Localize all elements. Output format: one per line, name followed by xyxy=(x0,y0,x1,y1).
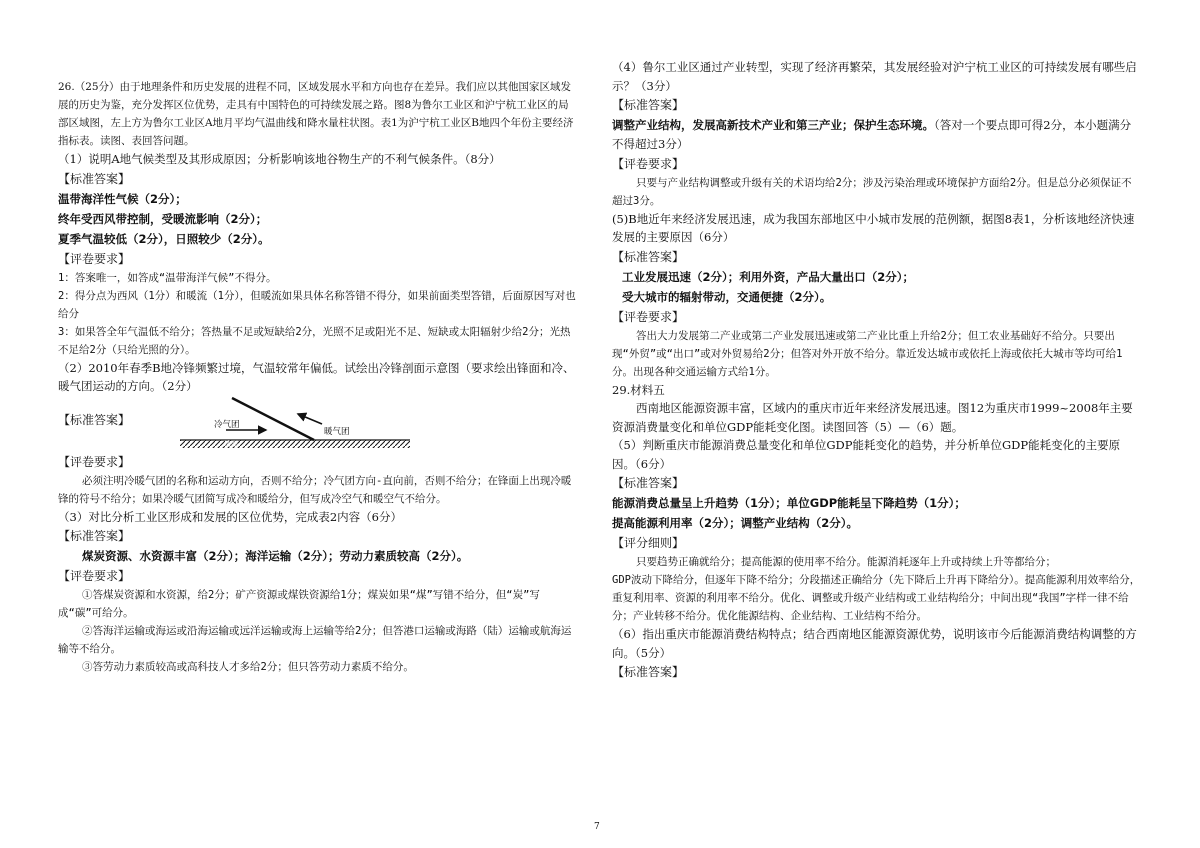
grading-1-item-1: 1：答案唯一，如答成“温带海洋气候”不得分。 xyxy=(58,271,277,284)
grading-3-item-2: ②答海洋运输或海运或沿海运输或远洋运输或海上运输等给2分；但答港口运输或海路（陆）运输或航海运输等不给分。 xyxy=(58,625,572,655)
grading-4-text: 只要与产业结构调整或升级有关的术语均给2分；涉及污染治理或环境保护方面给2分。但是总分必须保证不超过3分。 xyxy=(612,176,1132,207)
question-2: （2）2010年春季B地冷锋频繁过境，气温较常年偏低。试绘出冷锋剖面示意图（要求绘出锋面和冷、暖气团运动的方向。（2分） xyxy=(58,360,575,393)
grading-label: 【评卷要求】 xyxy=(612,309,685,324)
answer-1-line-2: 终年受西风带控制，受暖流影响（2分）； xyxy=(58,211,268,226)
grading-5b-item-2: GDP波动下降给分，但逐年下降不给分；分段描述正确给分（先下降后上升再下降给分）。提高能源利用效率给分，重复利用率、资源的利用率不给分。优化、调整或升级产业结构或工业结构给分；中间出现“我国”字样一律不给分；产业转移不给分。优化能源结构、企业结构、工业结构不给分。 xyxy=(612,574,1141,622)
standard-answer-label: 【标准答案】 xyxy=(612,476,685,490)
question-29-heading: 29.材料五 xyxy=(612,382,665,397)
standard-answer-label: 【标准答案】 xyxy=(612,98,685,112)
ground-hatch xyxy=(180,440,410,448)
standard-answer-label: 【标准答案】 xyxy=(58,412,131,427)
grading-5b-item-1: 只要趋势正确就给分；提高能源的使用率不给分。能源消耗逐年上升或持续上升等都给分； xyxy=(636,556,1056,568)
question-5b: （5）判断重庆市能源消费总量变化和单位GDP能耗变化的趋势，并分析单位GDP能耗变化的主要原因。（6分） xyxy=(612,438,1121,471)
grading-label: 【评卷要求】 xyxy=(612,156,685,171)
grading-label: 【评卷要求】 xyxy=(58,569,131,583)
question-5a: (5)B地近年来经济发展迅速，成为我国东部地区中小城市发展的范例额，据图8表1，分析该地经济快速发展的主要原因（6分） xyxy=(612,211,1135,244)
grading-2-text: 必须注明冷暖气团的名称和运动方向，否则不给分；冷气团方向-直向前，否则不给分；在锋面上出现冷暖锋的符号不给分；如果冷暖气团简写成冷和暖给分，但写成冷空气和暖空气不给分。 xyxy=(58,474,572,505)
answer-1-line-1: 温带海洋性气候（2分）； xyxy=(58,191,187,206)
question-4: （4）鲁尔工业区通过产业转型，实现了经济再繁荣，其发展经验对沪宁杭工业区的可持续发展有哪些启示？（3分） xyxy=(612,60,1137,93)
warm-air-arrow xyxy=(298,414,322,424)
answer-5b-line-2: 提高能源利用率（2分）；调整产业结构（2分）。 xyxy=(612,516,859,530)
answer-5b-line-1: 能源消费总量呈上升趋势（1分）；单位GDP能耗呈下降趋势（1分）； xyxy=(612,496,966,510)
cold-air-label: 冷气团 xyxy=(214,419,240,430)
front-surface xyxy=(232,398,314,440)
right-column xyxy=(612,58,1142,682)
grading-3-item-1: ①答煤炭资源和水资源，给2分；矿产资源或煤铁资源给1分；煤炭如果“煤”写错不给分，但“炭”写成“碳”可给分。 xyxy=(58,589,540,619)
standard-answer-label: 【标准答案】 xyxy=(612,665,685,679)
grading-label: 【评卷要求】 xyxy=(58,251,131,266)
standard-answer-label: 【标准答案】 xyxy=(58,529,131,543)
cold-front-answer-row xyxy=(58,396,578,452)
grading-detail-label: 【评分细则】 xyxy=(612,536,685,550)
answer-4-main: 调整产业结构，发展高新技术产业和第三产业；保护生态环境。 xyxy=(612,118,934,132)
answer-1-line-3: 夏季气温较低（2分），日照较少（2分）。 xyxy=(58,231,270,246)
question-26-intro: 26.（25分）由于地理条件和历史发展的进程不同，区域发展水平和方向也存在差异。我们应以其他国家区域发展的历史为鉴，充分发挥区位优势，走具有中国特色的可持续发展之路。图8为鲁尔工业区和沪宁杭工业区的局部区域图，左上方为鲁尔工业区A地月平均气温曲线和降水量柱状图。表1为沪宁杭工业区B地四个年份主要经济指标表。读图、表回答问题。 xyxy=(58,81,574,147)
question-29-material: 西南地区能源资源丰富，区域内的重庆市近年来经济发展迅速。图12为重庆市1999~2008年主要资源消费量变化和单位GDP能耗变化图。读图回答（5）—（6）题。 xyxy=(612,401,1133,434)
grading-5a-text: 答出大力发展第二产业或第二产业发展迅速或第二产业比重上升给2分；但工农业基础好不给分。只要出现“外贸”或“出口”或对外贸易给2分；但答对外开放不给分。靠近发达城市或依托上海或依托大城市等均可给1分。出现各种交通运输方式给1分。 xyxy=(612,329,1123,378)
answer-5a-line-1: 工业发展迅速（2分）；利用外资，产品大量出口（2分）； xyxy=(622,269,915,284)
answer-4-note: （答对一个要点即可得2分，本小题满分不得超过3分） xyxy=(612,118,1132,151)
warm-air-label: 暖气团 xyxy=(324,426,350,437)
question-1: （1）说明A地气候类型及其形成原因；分析影响该地谷物生产的不利气候条件。（8分） xyxy=(58,152,501,166)
standard-answer-label: 【标准答案】 xyxy=(58,171,131,186)
grading-label: 【评卷要求】 xyxy=(58,454,131,469)
answer-5a-line-2: 受大城市的辐射带动，交通便捷（2分）。 xyxy=(622,289,832,304)
grading-1-item-3: 3：如果答全年气温低不给分；答热量不足或短缺给2分，光照不足或阳光不足、短缺或太阳辐射少给2分；光热不足给2分（只给光照的分）。 xyxy=(58,325,571,356)
question-6: （6）指出重庆市能源消费结构特点；结合西南地区能源资源优势，说明该市今后能源消费结构调整的方向。（5分） xyxy=(612,627,1137,660)
standard-answer-label: 【标准答案】 xyxy=(612,249,685,264)
answer-3: 煤炭资源、水资源丰富（2分）；海洋运输（2分）；劳动力素质较高（2分）。 xyxy=(82,549,469,563)
grading-1-item-2: 2：得分点为西风（1分）和暖流（1分），但暖流如果具体名称答错不得分，如果前面类型答错，后面原因写对也给分 xyxy=(58,289,576,320)
page-number: 7 xyxy=(594,822,600,832)
grading-3-item-3: ③答劳动力素质较高或高科技人才多给2分；但只答劳动力素质不给分。 xyxy=(82,661,414,673)
cold-front-diagram xyxy=(180,396,410,456)
answer-4 xyxy=(612,115,1142,154)
ground-label: 地面 xyxy=(224,439,238,448)
left-column xyxy=(58,78,578,676)
question-3: （3）对比分析工业区形成和发展的区位优势，完成表2内容（6分） xyxy=(58,509,402,524)
